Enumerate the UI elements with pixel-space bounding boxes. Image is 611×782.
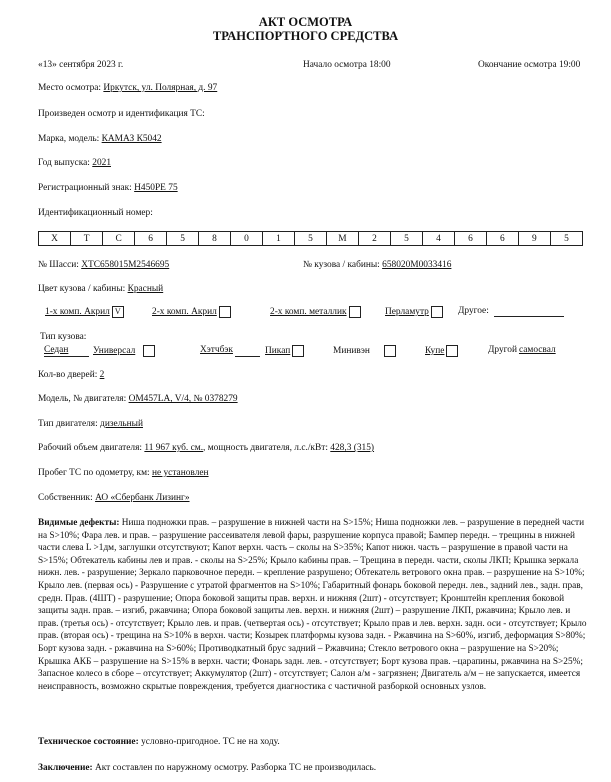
vin-cell: 1: [262, 232, 294, 246]
body-type-universal-checkbox[interactable]: [143, 345, 155, 357]
owner-label: Собственник:: [38, 493, 96, 503]
body-type-universal-label: Универсал: [93, 346, 136, 357]
engine-model-value: OM457LA, V/4, № 0378279: [128, 394, 238, 404]
defects-label: Видимые дефекты:: [38, 518, 120, 528]
body-type-sedan: [44, 345, 68, 355]
body-type-hatchback-label: Хэтчбэк: [200, 345, 233, 355]
engine-model-row: [38, 394, 238, 404]
mileage-value: не установлен: [151, 468, 209, 478]
mileage-label: Пробег ТС по одометру, км:: [38, 468, 152, 478]
body-type-pickup-checkbox[interactable]: [292, 345, 304, 357]
body-number-value: 658020M0033416: [382, 260, 452, 270]
tech-state-row: [38, 737, 280, 747]
body-number-row: [303, 260, 451, 270]
body-type-pickup: [265, 345, 304, 357]
body-type-label: Тип кузова:: [40, 332, 87, 342]
vin-cell: 6: [486, 232, 518, 246]
vin-cell: 4: [422, 232, 454, 246]
body-type-other-label: Другой: [488, 345, 517, 355]
body-type-coupe-label: Купе: [425, 346, 445, 357]
paint-option-3-label: 2-х комп. металлик: [270, 307, 347, 318]
color-row: [38, 284, 163, 294]
place-value: Иркутск, ул. Полярная, д. 97: [103, 83, 218, 93]
year-value: 2021: [92, 158, 111, 168]
owner-value: АО «Сбербанк Лизинг»: [95, 493, 190, 503]
visible-defects: [38, 517, 588, 693]
inspection-line: Произведен осмотр и идентификация ТС:: [38, 109, 205, 119]
vin-cell: 2: [359, 232, 391, 246]
doors-row: [38, 370, 104, 380]
doors-label: Кол-во дверей:: [38, 370, 100, 380]
engine-type-value: дизельный: [100, 419, 143, 429]
vin-grid: [38, 231, 583, 246]
paint-option-1: [45, 306, 124, 318]
paint-option-1-checkbox[interactable]: V: [112, 306, 124, 318]
vin-cell: 6: [135, 232, 167, 246]
defects-text: Ниша подножки прав. – разрушение в нижней части на S>15%; Ниша подножки лев. – разрушение в передней части на S>10%; Фара лев. и прав. – разрушение рассеивателя левой фары, разрушение корпуса правой; Бампер передн. – трещины в нижней части слева L >1дм, заглушки отсутствуют; Капот верхн. часть – сколы на S>35%; Капот нижн. часть – разрушение в правой части на S>15%; Обтекатель кабины лев и прав. - сколы на S>25%; Крыло кабины прав. – Трещина в передн. части, сколы ЛКП; Крышка зеркала нижн. лев. - разрушение; Зеркало парковочное передн. – крепление разрушено; Обтекатель ветрового окна прав. – разрушение на S>10%; Крыло лев. (первая ось) - Разрушение с утратой фрагментов на S>10%; Габаритный фонарь боковой передн. лев., задний лев., задн. прав, средн. Прав. (4ШТ) - разрушение; Опора боковой защиты прав. верхн. и нижняя (2шт) - отсутствует; Кронштейн крепления боковой защиты задн. прав. – изгиб, ржавчина; Опора боковой защиты лев. верхн. и нижняя (2шт) – разрушение ЛКП, ржавчина; Крыло лев. и прав. (третья ось) - отсутствует; Крыло лев. и прав. (четвертая ось) - отсутствует; Крыло прав и лев. верхн. задн. оси - отсутствует; Крыло прав. (вторая ось) - трещина на S>10% в верхн. части; Козырек платформы кузова задн. - Ржавчина на S>60%, изгиб, деформация S>80%; Борт кузова задн. - ржавчина на S>60%; Противодкатный брус задний – Ржавчина; Стекло ветрового окна – разрушение на S>20%; Крышка АКБ – разрушение на S>15% в верхн. части; Фонарь задн. лев. - отсутствует; Борт кузова прав. –царапины, ржавчина на S>25%; Запасное колесо в сборе – отсутствует; Аккумулятор (2шт) - отсутствует; Салон а/м - загрязнен; Двигатель а/м – не запускается, имеется неисправность, возможно скрытые повреждения, требуется диагностика с частичной разборкой основных узлов.: [38, 518, 587, 692]
inspection-end: Окончание осмотра 19:00: [478, 60, 581, 70]
tech-state-label: Техническое состояние:: [38, 737, 139, 747]
paint-other-label: Другое:: [458, 306, 489, 316]
body-type-hatchback-line: [235, 356, 260, 357]
body-type-sedan-label: Седан: [44, 345, 69, 355]
body-type-sedan-line: [44, 356, 89, 357]
vin-cell: 0: [231, 232, 263, 246]
vin-cell: M: [326, 232, 358, 246]
act-date: «13» сентября 2023 г.: [38, 60, 124, 70]
vin-cell: T: [71, 232, 103, 246]
chassis-label: № Шасси:: [38, 260, 82, 270]
body-type-universal: [93, 345, 155, 357]
vin-label: Идентификационный номер:: [38, 208, 153, 218]
plate-label: Регистрационный знак:: [38, 183, 135, 193]
vin-cell: 6: [454, 232, 486, 246]
plate-value: Н450РЕ 75: [134, 183, 178, 193]
vin-cell: X: [39, 232, 71, 246]
doors-value: 2: [99, 370, 105, 380]
vin-cell: 9: [518, 232, 550, 246]
make-value: КАМАЗ К5042: [101, 134, 162, 144]
body-type-coupe: [415, 345, 458, 357]
body-type-other-value: самосвал: [518, 345, 556, 355]
paint-option-4: [385, 306, 443, 318]
chassis-value: XTC658015M2546695: [81, 260, 170, 270]
plate-row: [38, 183, 178, 193]
body-type-minivan-label: Минивэн: [333, 346, 370, 357]
engine-volume-row: [38, 443, 374, 453]
paint-option-4-checkbox[interactable]: [431, 306, 443, 318]
conclusion-value: Акт составлен по наружному осмотру. Разборка ТС не производилась.: [92, 763, 377, 773]
tech-state-value: условно-пригодное. ТС не на ходу.: [138, 737, 280, 747]
engine-type-row: [38, 419, 143, 429]
engine-model-label: Модель, № двигателя:: [38, 394, 129, 404]
place-label: Место осмотра:: [38, 83, 104, 93]
paint-other-line: [494, 316, 564, 317]
conclusion-row: [38, 763, 376, 773]
paint-option-2: [152, 306, 231, 318]
color-label: Цвет кузова / кабины:: [38, 284, 128, 294]
engine-power-label: , мощность двигателя, л.с./кВт:: [203, 443, 331, 453]
engine-type-label: Тип двигателя:: [38, 419, 101, 429]
body-type-minivan-checkbox[interactable]: [384, 345, 396, 357]
paint-option-1-label: 1-х комп. Акрил: [45, 307, 110, 318]
vin-cell: 5: [167, 232, 199, 246]
make-label: Марка, модель:: [38, 134, 102, 144]
vin-cell: 5: [390, 232, 422, 246]
body-type-other: [488, 345, 556, 355]
engine-power-value: 428,3 (315): [330, 443, 375, 453]
vin-cell: 8: [199, 232, 231, 246]
engine-volume-label: Рабочий объем двигателя:: [38, 443, 145, 453]
owner-row: [38, 493, 190, 503]
chassis-row: [38, 260, 169, 270]
year-row: [38, 158, 111, 168]
vin-cell: C: [103, 232, 135, 246]
paint-option-2-label: 2-х комп. Акрил: [152, 307, 217, 318]
conclusion-label: Заключение:: [38, 763, 93, 773]
paint-option-3: [270, 306, 361, 318]
color-value: Красный: [127, 284, 164, 294]
paint-option-2-checkbox[interactable]: [219, 306, 231, 318]
inspection-start: Начало осмотра 18:00: [303, 60, 391, 70]
make-row: [38, 134, 162, 144]
paint-option-3-checkbox[interactable]: [349, 306, 361, 318]
paint-other: [458, 306, 489, 316]
engine-volume-value: 11 967 куб. см.: [144, 443, 204, 453]
vin-cell: 5: [294, 232, 326, 246]
place-row: [38, 83, 217, 93]
year-label: Год выпуска:: [38, 158, 93, 168]
body-number-label: № кузова / кабины:: [303, 260, 383, 270]
document-title-line2: ТРАНСПОРТНОГО СРЕДСТВА: [212, 29, 399, 43]
mileage-row: [38, 468, 209, 478]
body-type-minivan: [333, 345, 396, 357]
body-type-hatchback: [200, 345, 233, 355]
document-title-line1: АКТ ОСМОТРА: [258, 15, 353, 29]
body-type-pickup-label: Пикап: [265, 346, 291, 357]
vin-cell: 5: [550, 232, 582, 246]
paint-option-4-label: Перламутр: [385, 307, 429, 318]
body-type-coupe-checkbox[interactable]: [446, 345, 458, 357]
